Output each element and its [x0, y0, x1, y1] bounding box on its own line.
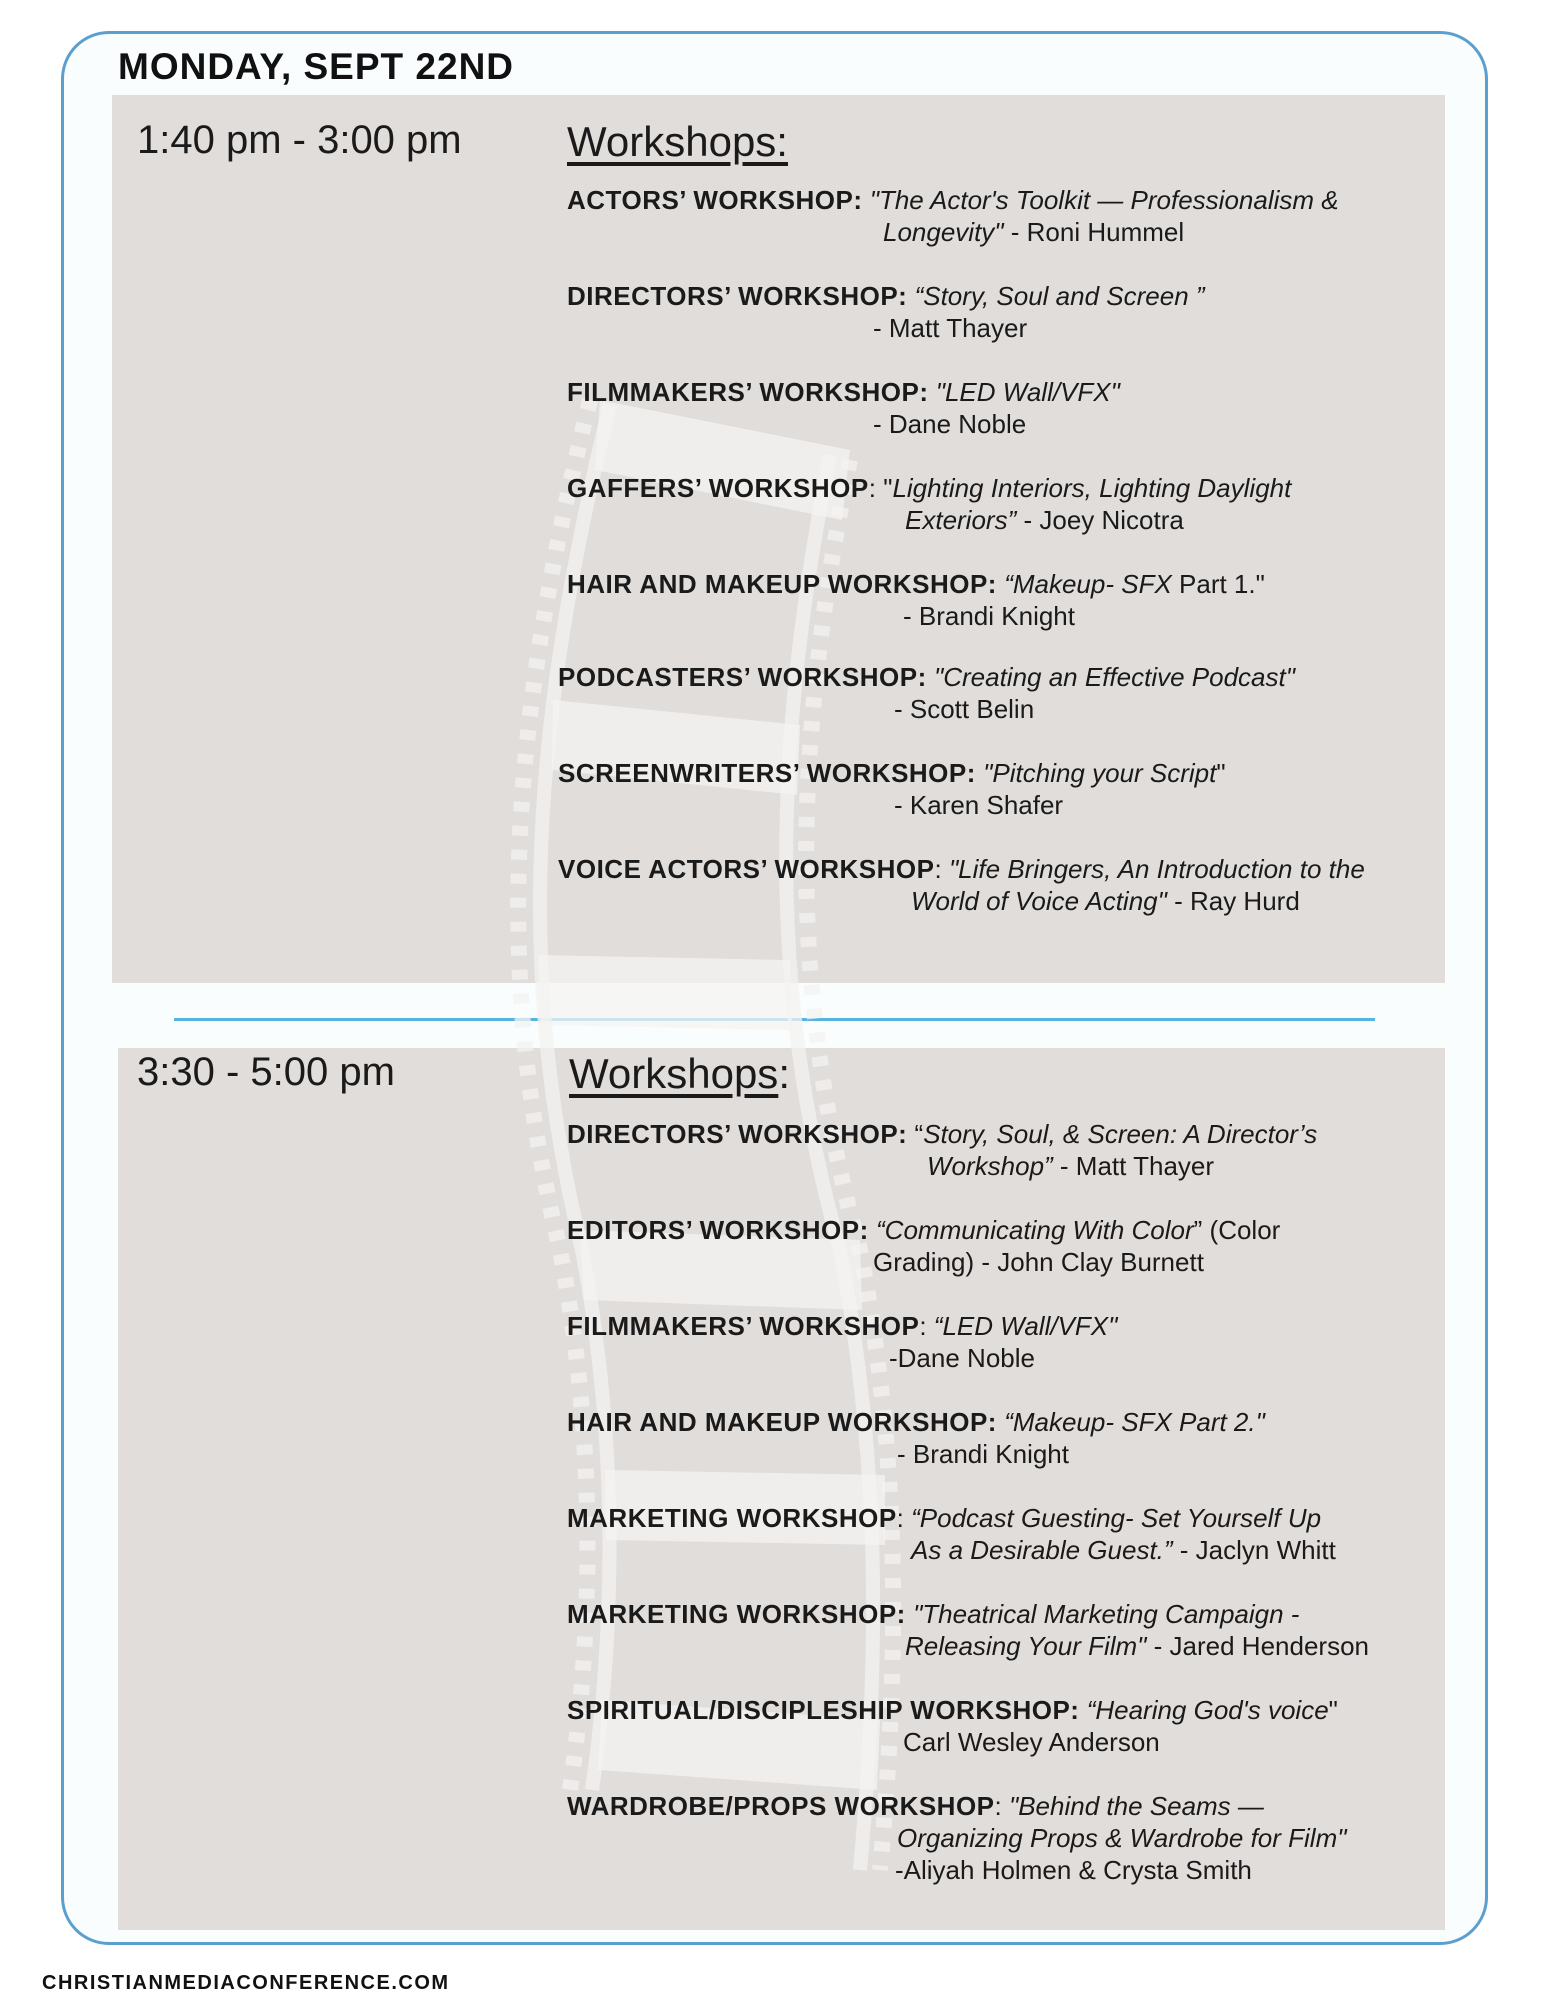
workshop-title-cont: Workshop”: [927, 1151, 1053, 1181]
workshop-separator: : ": [868, 473, 893, 503]
workshop-title: “Story, Soul and Screen ”: [914, 281, 1205, 311]
workshop-presenter: - Brandi Knight: [903, 601, 1075, 631]
workshop-entry: [567, 1790, 1346, 1886]
workshop-presenter: - Karen Shafer: [894, 790, 1064, 820]
workshop-title: "LED Wall/VFX": [935, 377, 1120, 407]
workshop-title-cont: As a Desirable Guest.”: [911, 1535, 1173, 1565]
workshop-entry: [567, 1310, 1117, 1374]
workshop-separator: “: [907, 1119, 924, 1149]
workshop-presenter: - Scott Belin: [894, 694, 1035, 724]
workshop-label: DIRECTORS’ WORKSHOP:: [567, 281, 908, 311]
workshop-title-cont: World of Voice Acting": [911, 886, 1167, 916]
session-1-time: 1:40 pm - 3:00 pm: [137, 118, 462, 162]
workshop-label: VOICE ACTORS’ WORKSHOP: [558, 854, 935, 884]
workshop-separator: :: [919, 1311, 934, 1341]
workshop-title-rest: ": [1216, 758, 1226, 788]
workshop-entry: [567, 1406, 1265, 1470]
workshop-title-cont: Longevity": [883, 217, 1004, 247]
workshop-entry: [567, 1214, 1280, 1278]
workshop-title: "Behind the Seams —: [1008, 1791, 1264, 1821]
workshop-entry: [567, 1694, 1338, 1758]
session-2-heading-colon: :: [778, 1050, 790, 1097]
day-title: MONDAY, SEPT 22ND: [118, 46, 515, 87]
workshop-presenter: Grading) - John Clay Burnett: [873, 1247, 1204, 1277]
workshop-title: Story, Soul, & Screen: A Director’s: [923, 1119, 1318, 1149]
workshop-presenter: - Ray Hurd: [1166, 886, 1300, 916]
workshop-label: ACTORS’ WORKSHOP:: [567, 185, 863, 215]
workshop-entry: [567, 1118, 1317, 1182]
session-2-time: 3:30 - 5:00 pm: [137, 1050, 395, 1094]
workshop-title: “Makeup- SFX: [1004, 569, 1172, 599]
workshop-presenter: - Matt Thayer: [1052, 1151, 1215, 1181]
workshop-entry: [567, 376, 1120, 440]
workshop-entry: [567, 472, 1291, 536]
workshop-title: "Theatrical Marketing Campaign -: [913, 1599, 1300, 1629]
workshop-title: Lighting Interiors, Lighting Daylight: [892, 473, 1292, 503]
workshop-title: “Hearing God's voice: [1086, 1695, 1329, 1725]
workshop-presenter: - Dane Noble: [873, 409, 1027, 439]
workshop-separator: :: [934, 854, 949, 884]
workshop-label: HAIR AND MAKEUP WORKSHOP:: [567, 1407, 997, 1437]
workshop-presenter: - Roni Hummel: [1003, 217, 1185, 247]
workshop-label: PODCASTERS’ WORKSHOP:: [558, 662, 927, 692]
session-2-workshops-heading: [569, 1050, 790, 1098]
workshop-entry: [567, 1502, 1336, 1566]
workshop-title: “LED Wall/VFX": [933, 1311, 1118, 1341]
footer-url: CHRISTIANMEDIACONFERENCE.COM: [42, 1972, 450, 1994]
workshop-title: “Makeup- SFX Part 2.": [1004, 1407, 1265, 1437]
workshop-label: MARKETING WORKSHOP:: [567, 1599, 906, 1629]
workshop-title: "The Actor's Toolkit — Professionalism &: [869, 185, 1339, 215]
workshop-label: FILMMAKERS’ WORKSHOP: [567, 1311, 920, 1341]
workshop-presenter: - Matt Thayer: [873, 313, 1028, 343]
workshop-presenter: -Aliyah Holmen & Crysta Smith: [895, 1855, 1252, 1885]
workshop-title: "Life Bringers, An Introduction to the: [948, 854, 1365, 884]
workshop-entry: [558, 661, 1295, 725]
workshop-label: GAFFERS’ WORKSHOP: [567, 473, 869, 503]
workshop-title-rest: Part 1.": [1171, 569, 1265, 599]
session-1-workshops-heading: Workshops:: [567, 118, 788, 165]
workshop-separator: :: [896, 1503, 912, 1533]
workshop-title-cont: Organizing Props & Wardrobe for Film": [897, 1823, 1347, 1853]
workshop-label: WARDROBE/PROPS WORKSHOP: [567, 1791, 995, 1821]
workshop-entry: [567, 1598, 1369, 1662]
workshop-entry: [567, 280, 1205, 344]
workshop-label: HAIR AND MAKEUP WORKSHOP:: [567, 569, 997, 599]
workshop-title-cont: Exteriors”: [905, 505, 1017, 535]
workshop-presenter: - Jaclyn Whitt: [1172, 1535, 1336, 1565]
workshop-title: “Communicating With Color: [876, 1215, 1194, 1245]
workshop-entry: [558, 757, 1226, 821]
workshop-title: "Pitching your Script: [983, 758, 1217, 788]
workshop-entry: [567, 568, 1265, 632]
workshop-entry: [567, 184, 1339, 248]
session-2-heading-text: Workshops: [569, 1050, 779, 1097]
workshop-title-cont: Releasing Your Film": [905, 1631, 1147, 1661]
workshop-title: "Creating an Effective Podcast": [933, 662, 1295, 692]
workshop-title-rest: ” (Color: [1193, 1215, 1281, 1245]
workshop-label: FILMMAKERS’ WORKSHOP:: [567, 377, 929, 407]
workshop-label: MARKETING WORKSHOP: [567, 1503, 897, 1533]
workshop-label: EDITORS’ WORKSHOP:: [567, 1215, 869, 1245]
workshop-title-rest: ": [1328, 1695, 1338, 1725]
workshop-separator: :: [994, 1791, 1009, 1821]
workshop-presenter: -Dane Noble: [889, 1343, 1035, 1373]
workshop-label: SCREENWRITERS’ WORKSHOP:: [558, 758, 976, 788]
workshop-presenter: - Jared Henderson: [1146, 1631, 1369, 1661]
workshop-presenter: - Brandi Knight: [897, 1439, 1069, 1469]
workshop-label: SPIRITUAL/DISCIPLESHIP WORKSHOP:: [567, 1695, 1080, 1725]
workshop-label: DIRECTORS’ WORKSHOP:: [567, 1119, 908, 1149]
workshop-presenter: - Joey Nicotra: [1016, 505, 1184, 535]
workshop-presenter: Carl Wesley Anderson: [903, 1727, 1160, 1757]
workshop-entry: [558, 853, 1365, 917]
workshop-title: “Podcast Guesting- Set Yourself Up: [911, 1503, 1322, 1533]
